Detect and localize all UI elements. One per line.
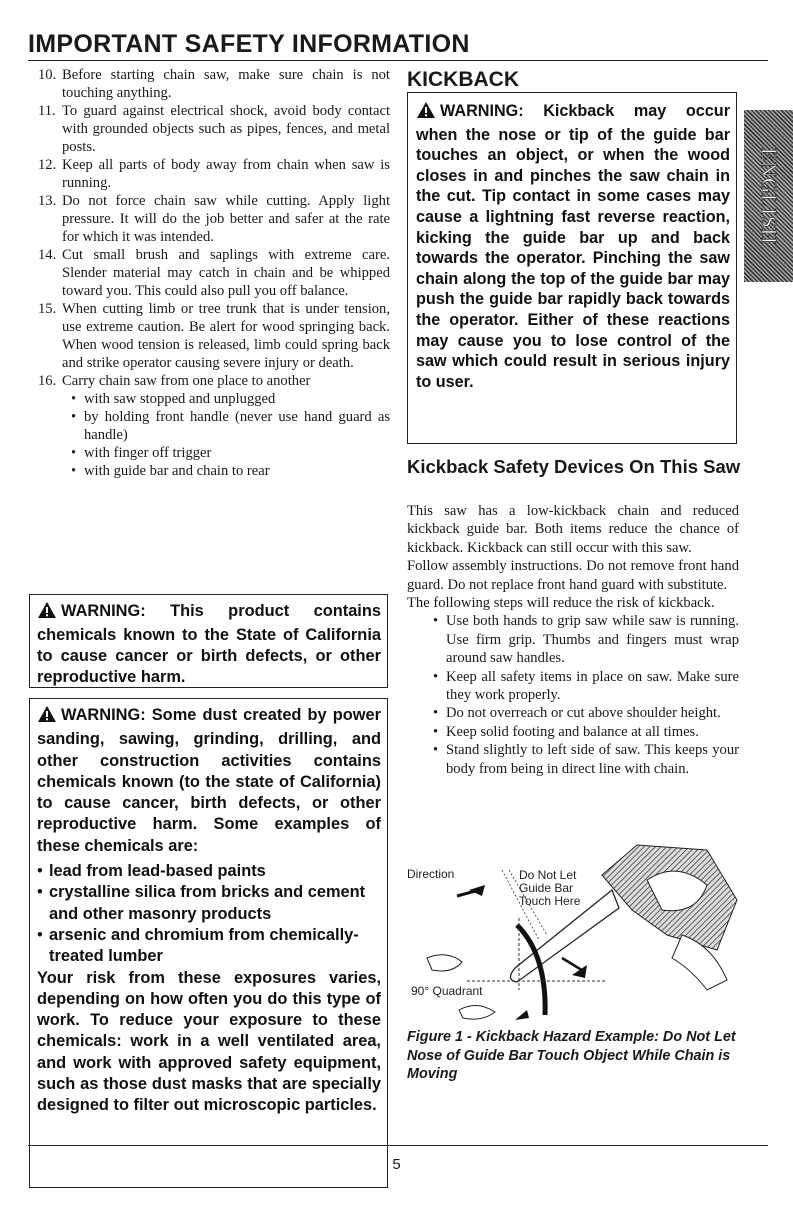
list-item: • crystalline silica from bricks and cement and other masonry products (37, 882, 381, 925)
kickback-devices-heading: Kickback Safety Devices On This Saw (407, 456, 741, 477)
kickback-steps-list (407, 612, 739, 778)
list-item: • Keep all safety items in place on saw. Make sure they work properly. (433, 668, 739, 705)
list-item: • with finger off trigger (70, 444, 390, 462)
figure-caption: Figure 1 - Kickback Hazard Example: Do Not Let Nose of Guide Bar Touch Object While Chain is Moving (407, 1029, 736, 1083)
list-item: • Do not overreach or cut above shoulder height. (433, 704, 739, 722)
rule-number: 15. (38, 301, 57, 317)
rule-text: Before starting chain saw, make sure chain is not touching anything. (62, 67, 390, 101)
rule-12 (38, 156, 390, 192)
paragraph: This saw has a low-kickback chain and reduced kickback guide bar. Both items reduce the chance of kickback. Kickback can still occur with this saw. (407, 503, 739, 556)
dust-warning-intro-text: WARNING: Some dust created by power sanding, sawing, grinding, drilling, and other construction activities contains chemicals known (to the state of California) to cause cancer, birth defects, or other reproductive harm. Some examples of these chemicals are: (37, 706, 381, 855)
kickback-title: KICKBACK (407, 68, 519, 91)
list-item: • Stand slightly to left side of saw. This keeps your body from being in direct line with chain. (433, 741, 739, 778)
list-item: • with guide bar and chain to rear (70, 462, 390, 480)
rule-14 (38, 246, 390, 300)
page-number: 5 (392, 1156, 401, 1173)
prop65-warning-box (29, 594, 388, 688)
list-item: • arsenic and chromium from chemically-treated lumber (37, 925, 381, 968)
list-item: • Keep solid footing and balance at all times. (433, 723, 739, 741)
kickback-figure (407, 840, 742, 1025)
page-header-title: IMPORTANT SAFETY INFORMATION (28, 30, 470, 58)
rule-15 (38, 300, 390, 372)
rule-text: To guard against electrical shock, avoid body contact with grounded objects such as pipes, fences, and metal posts. (62, 103, 390, 155)
rule-number: 16. (38, 373, 57, 389)
list-item: • with saw stopped and unplugged (70, 390, 390, 408)
rule-text: Keep all parts of body away from chain when saw is running. (62, 157, 390, 191)
rule-number: 12. (38, 157, 57, 173)
dust-warning-intro (37, 705, 381, 857)
rule-10 (38, 66, 390, 102)
footer-rule (28, 1145, 768, 1146)
rule-text: When cutting limb or tree trunk that is under tension, use extreme caution. Be alert for wood springing back. When wood tension is released, limb could spring back and strike operator causing severe injury or death. (62, 301, 390, 371)
dust-warning-outro: Your risk from these exposures varies, depending on how often you do this type of work. To reduce your exposure to these chemicals: work in a well ventilated area, and work with approved safety equipment, such as those dust masks that are specially designed to filter out microscopic particles. (37, 968, 381, 1115)
rule-text: Cut small brush and saplings with extreme care. Slender material may catch in chain and be whipped toward you. This could also pull you off balance. (62, 247, 390, 299)
kickback-devices-body (407, 502, 739, 778)
prop65-warning-text: WARNING: This product contains chemicals known to the State of California to cause cancer or birth defects, or other reproductive harm. (37, 602, 381, 686)
side-tab-label: ENGLISH (757, 147, 781, 245)
warning-triangle-icon (37, 601, 57, 625)
rule-number: 13. (38, 193, 57, 209)
dust-warning-box (29, 698, 388, 1188)
list-item: • lead from lead-based paints (37, 861, 381, 882)
rule-16 (38, 372, 390, 480)
safety-rules-list (38, 66, 390, 480)
paragraph: Follow assembly instructions. Do not remove front hand guard. Do not replace front hand guard with substitute. (407, 558, 739, 593)
rule-number: 14. (38, 247, 57, 263)
list-item: • by holding front handle (never use hand guard as handle) (70, 408, 390, 444)
rule-text: Do not force chain saw while cutting. Apply light pressure. It will do the job better and safer at the rate for which it was intended. (62, 193, 390, 245)
carry-bullets (62, 390, 390, 480)
rule-number: 10. (38, 67, 57, 83)
label-do-not-touch: Do Not Let Guide Bar Touch Here (519, 868, 581, 908)
rule-number: 11. (38, 103, 56, 119)
label-direction: Direction (407, 867, 455, 881)
language-side-tab (744, 110, 793, 282)
list-item: • Use both hands to grip saw while saw is running. Use firm grip. Thumbs and fingers must wrap around saw handles. (433, 612, 739, 667)
label-quadrant: 90° Quadrant (411, 984, 483, 998)
rule-11 (38, 102, 390, 156)
paragraph: The following steps will reduce the risk of kickback. (407, 595, 715, 612)
warning-triangle-icon (37, 705, 57, 729)
kickback-warning-box (407, 92, 737, 444)
rule-13 (38, 192, 390, 246)
warning-triangle-icon (416, 101, 436, 125)
rule-text: Carry chain saw from one place to another (62, 373, 311, 389)
header-rule (28, 60, 768, 61)
chemical-examples-list (37, 861, 381, 967)
kickback-warning-text: WARNING: Kickback may occur when the nose or tip of the guide bar touches an object, or when the wood closes in and pinches the saw chain in the cut. Tip contact in some cases may cause a lightning fast reverse reaction, kicking the guide bar up and back towards the operator. Pinching the saw chain along the top of the guide bar may push the guide bar rapidly back towards the operator. Either of these reactions may cause you to lose control of the saw which could result in serious injury to user. (416, 102, 730, 391)
